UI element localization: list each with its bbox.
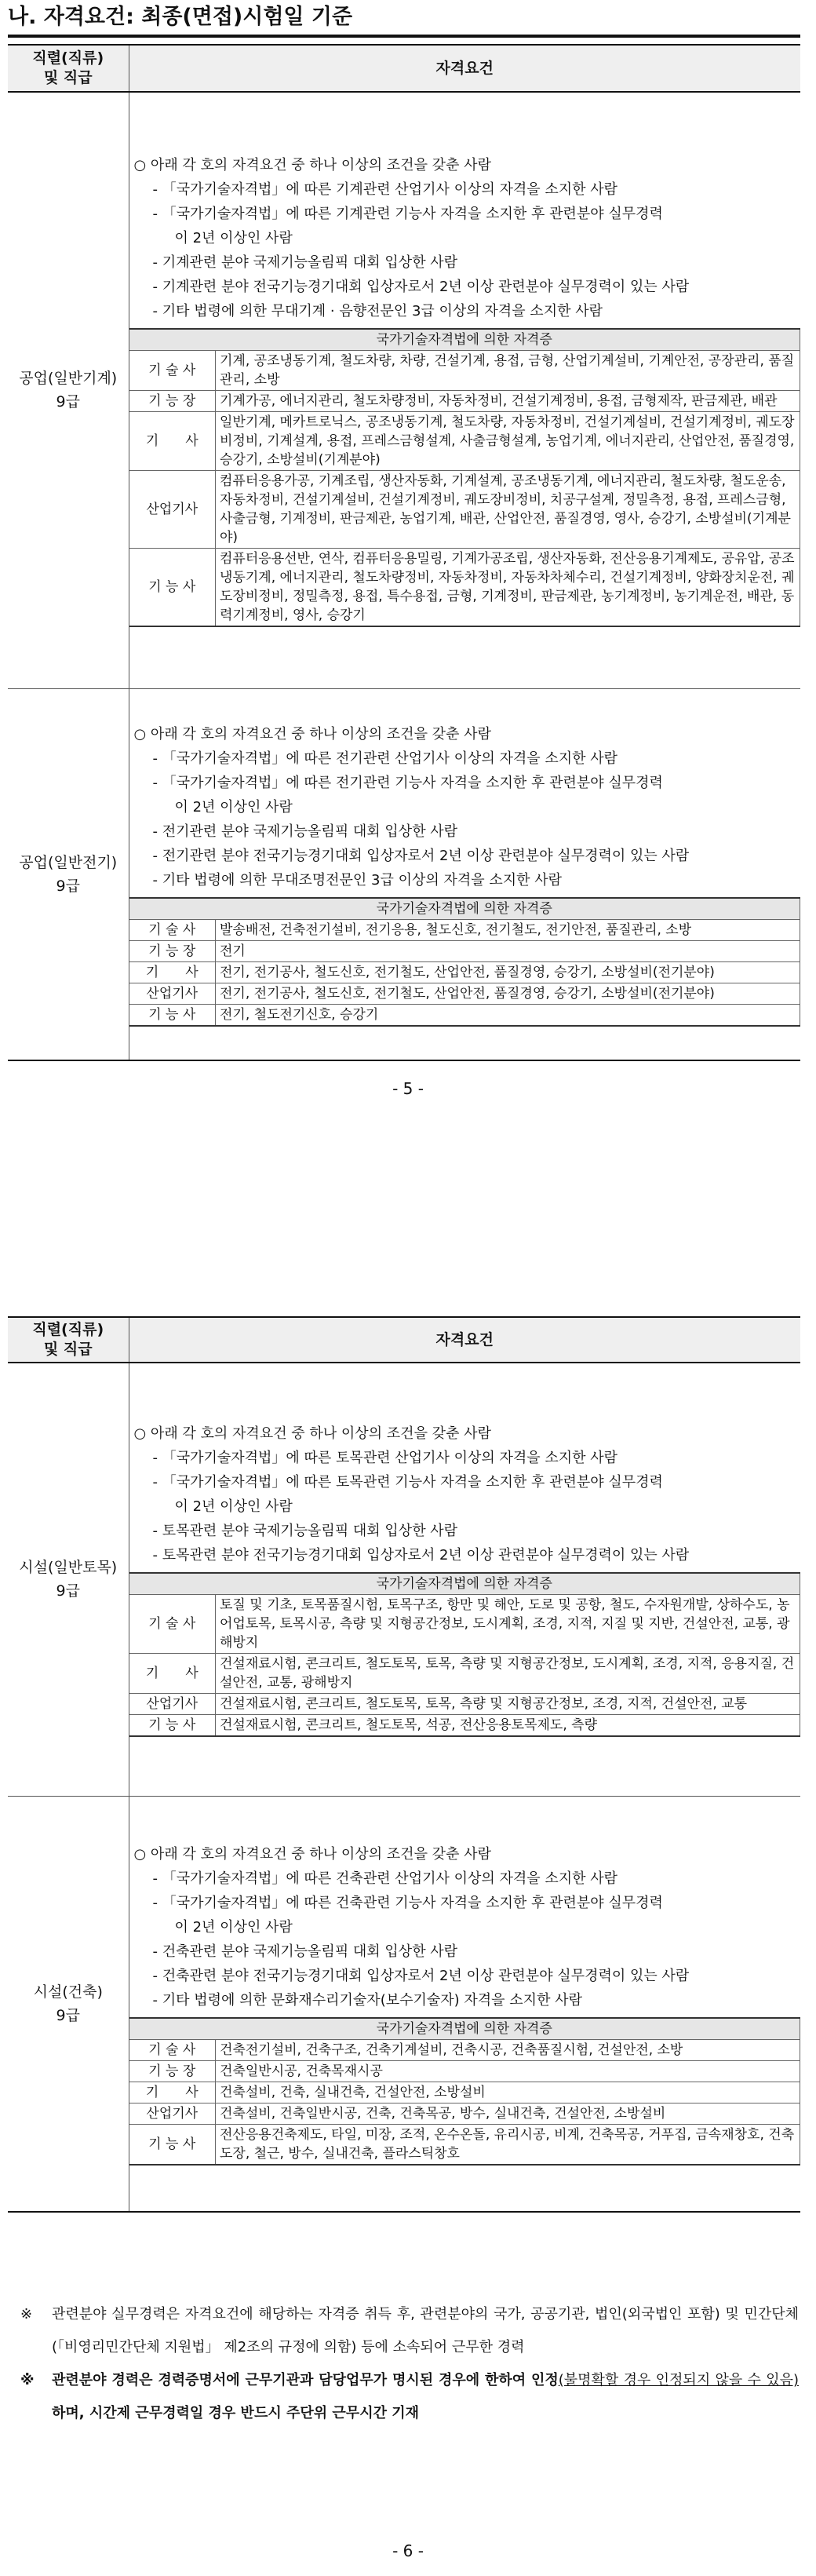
certificate-table <box>129 897 801 1027</box>
requirement-line: - 「국가기술자격법」에 따른 전기관련 기능사 자격을 소지한 후 관련분야 실무경력 <box>152 774 663 791</box>
requirements-cell <box>129 688 800 1060</box>
requirements-cell <box>129 1796 800 2212</box>
certificate-table-title: 국가기술자격법에 의한 자격증 <box>129 2018 800 2040</box>
certificate-grade: 기 능 장 <box>129 940 216 961</box>
header-position: 직렬(직류) 및 직급 <box>8 45 129 92</box>
certificate-row <box>129 1715 800 1737</box>
requirement-line: - 「국가기술자격법」에 따른 건축관련 기능사 자격을 소지한 후 관련분야 실무경력 <box>152 1894 663 1911</box>
certificate-grade: 산업기사 <box>129 1694 216 1715</box>
certificate-grade: 기 능 장 <box>129 391 216 412</box>
requirement-line: - 기계관련 분야 국제기능올림픽 대회 입상한 사람 <box>152 254 458 272</box>
page-number: - 5 - <box>392 1079 424 1098</box>
section-title: 나. 자격요건: 최종(면접)시험일 기준 <box>8 5 353 29</box>
certificate-list: 건설재료시험, 콘크리트, 철도토목, 토목, 측량 및 지형공간정보, 도시계획, 조경, 지적, 응용지질, 건설안전, 교통, 광해방지 <box>216 1654 800 1694</box>
requirement-line: - 기타 법령에 의한 무대기계 · 음향전문인 3급 이상의 자격을 소지한 사람 <box>152 303 603 320</box>
requirement-line: ○ 아래 각 호의 자격요건 중 하나 이상의 조건을 갖춘 사람 <box>133 157 491 174</box>
certificate-grade: 기 술 사 <box>129 351 216 391</box>
certificate-table-title: 국가기술자격법에 의한 자격증 <box>129 898 800 920</box>
certificate-list: 건설재료시험, 콘크리트, 철도토목, 석공, 전산응용토목제도, 측량 <box>216 1715 800 1737</box>
requirement-line: 이 2년 이상인 사람 <box>174 230 293 247</box>
certificate-table <box>129 1572 801 1737</box>
note-mark: ※ <box>20 2372 35 2388</box>
requirement-line: ○ 아래 각 호의 자격요건 중 하나 이상의 조건을 갖춘 사람 <box>133 725 491 743</box>
table-body <box>8 92 800 1060</box>
certificate-grade: 산업기사 <box>129 471 216 549</box>
requirement-line: - 「국가기술자격법」에 따른 전기관련 산업기사 이상의 자격을 소지한 사람 <box>152 750 618 767</box>
position-label: 시설(건축) 9급 <box>8 1796 129 2212</box>
requirement-line: - 「국가기술자격법」에 따른 기계관련 산업기사 이상의 자격을 소지한 사람 <box>152 181 618 199</box>
certificate-row <box>129 1654 800 1694</box>
certificate-list: 발송배전, 건축전기설비, 전기응용, 철도신호, 전기철도, 전기안전, 품질관리, 소방 <box>216 919 800 940</box>
requirement-line: - 기타 법령에 의한 문화재수리기술자(보수기술자) 자격을 소지한 사람 <box>152 1991 582 2009</box>
certificate-row <box>129 1595 800 1654</box>
note-text-underline: (불명확할 경우 인정되지 않을 수 있음) <box>558 2372 799 2388</box>
certificate-list: 일반기계, 메카트로닉스, 공조냉동기계, 철도차량, 자동차정비, 건설기계설비, 건설기계정비, 궤도장비정비, 기계설계, 용접, 프레스금형설계, 사출금형설계, 농업기계, 에너지관리, 산업안전, 품질경영, 승강기, 소방설비(기계분야) <box>216 412 800 471</box>
requirement-line: - 「국가기술자격법」에 따른 기계관련 기능사 자격을 소지한 후 관련분야 실무경력 <box>152 206 663 223</box>
requirements-cell <box>129 1363 800 1796</box>
qualification-table-page-6 <box>8 1316 800 2213</box>
certificate-list: 토질 및 기초, 토목품질시험, 토목구조, 항만 및 해안, 도로 및 공항, 철도, 수자원개발, 상하수도, 농어업토목, 토목시공, 측량 및 지형공간정보, 도시계획, 조경, 지적, 지질 및 지반, 건설안전, 교통, 광해방지 <box>216 1595 800 1654</box>
header-position: 직렬(직류) 및 직급 <box>8 1317 129 1363</box>
certificate-table-title: 국가기술자격법에 의한 자격증 <box>129 329 800 351</box>
certificate-table <box>129 2017 801 2166</box>
position-row <box>8 92 800 688</box>
certificate-grade: 기 술 사 <box>129 2039 216 2060</box>
certificate-list: 기계, 공조냉동기계, 철도차량, 차량, 건설기계, 용접, 금형, 산업기계설비, 기계안전, 공장관리, 품질관리, 소방 <box>216 351 800 391</box>
certificate-row <box>129 919 800 940</box>
certificate-list: 건축일반시공, 건축목재시공 <box>216 2060 800 2082</box>
note-text: 관련분야 실무경력은 자격요건에 해당하는 자격증 취득 후, 관련분야의 국가, 공공기관, 법인(외국법인 포함) 및 민간단체(「비영리민간단체 지원법」 제2조의 규정에 의함) 등에 소속되어 근무한 경력 <box>52 2306 799 2355</box>
certificate-grade: 기 술 사 <box>129 1595 216 1654</box>
requirement-line: - 기계관련 분야 전국기능경기대회 입상자로서 2년 이상 관련분야 실무경력이 있는 사람 <box>152 279 690 296</box>
certificate-row <box>129 2124 800 2165</box>
certificate-row <box>129 412 800 471</box>
certificate-row <box>129 1004 800 1026</box>
requirement-line: 이 2년 이상인 사람 <box>174 1498 293 1516</box>
certificate-row <box>129 549 800 627</box>
requirement-line: ○ 아래 각 호의 자격요건 중 하나 이상의 조건을 갖춘 사람 <box>133 1425 491 1443</box>
position-label: 시설(일반토목) 9급 <box>8 1363 129 1796</box>
requirement-line: ○ 아래 각 호의 자격요건 중 하나 이상의 조건을 갖춘 사람 <box>133 1845 491 1863</box>
header-requirements: 자격요건 <box>129 1317 800 1363</box>
qualification-table-page-5 <box>8 44 800 1061</box>
certificate-table-title: 국가기술자격법에 의한 자격증 <box>129 1573 800 1595</box>
note-text-bold: 관련분야 경력은 경력증명서에 근무기관과 담당업무가 명시된 경우에 한하여 인정 <box>52 2372 559 2388</box>
certificate-row <box>129 471 800 549</box>
certificate-grade: 기 능 사 <box>129 1004 216 1026</box>
requirements-list <box>129 1842 801 2012</box>
certificate-table <box>129 328 801 627</box>
requirements-cell <box>129 92 800 688</box>
certificate-row <box>129 2039 800 2060</box>
certificate-row <box>129 983 800 1004</box>
certificate-grade: 기 능 사 <box>129 2124 216 2165</box>
position-row <box>8 1363 800 1796</box>
requirement-line: - 「국가기술자격법」에 따른 건축관련 산업기사 이상의 자격을 소지한 사람 <box>152 1870 618 1887</box>
notes <box>14 2298 799 2430</box>
certificate-list: 컴퓨터응용선반, 연삭, 컴퓨터응용밀링, 기계가공조립, 생산자동화, 전산응용기계제도, 공유압, 공조냉동기계, 에너지관리, 철도차량정비, 자동차정비, 자동차차체수리, 건설기계정비, 양화장치운전, 궤도장비정비, 정밀측정, 용접, 특수용접, 금형, 기계정비, 판금제관, 농기계정비, 농기계운전, 배관, 동력기계정비, 영사, 승강기 <box>216 549 800 627</box>
header-requirements: 자격요건 <box>129 45 800 92</box>
certificate-list: 전기, 전기공사, 철도신호, 전기철도, 산업안전, 품질경영, 승강기, 소방설비(전기분야) <box>216 983 800 1004</box>
certificate-row <box>129 391 800 412</box>
requirement-line: - 「국가기술자격법」에 따른 토목관련 기능사 자격을 소지한 후 관련분야 실무경력 <box>152 1474 663 1491</box>
note-experience <box>14 2298 799 2364</box>
certificate-list: 기계가공, 에너지관리, 철도차량정비, 자동차정비, 건설기계정비, 용접, 금형제작, 판금제관, 배관 <box>216 391 800 412</box>
certificate-list: 컴퓨터응용가공, 기계조립, 생산자동화, 기계설계, 공조냉동기계, 에너지관리, 철도차량, 철도운송, 자동차정비, 건설기계설비, 건설기계정비, 궤도장비정비, 치공구설계, 정밀측정, 용접, 프레스금형, 사출금형, 기계정비, 판금제관, 농업기계, 배관, 산업안전, 품질경영, 영사, 승강기, 소방설비(기계분야) <box>216 471 800 549</box>
requirements-list <box>129 1421 801 1567</box>
certificate-grade: 기 사 <box>129 1654 216 1694</box>
certificate-grade: 기 술 사 <box>129 919 216 940</box>
position-row <box>8 688 800 1060</box>
certificate-list: 전기, 철도전기신호, 승강기 <box>216 1004 800 1026</box>
certificate-list: 건축설비, 건축일반시공, 건축, 건축목공, 방수, 실내건축, 건설안전, 소방설비 <box>216 2103 800 2124</box>
requirement-line: - 전기관련 분야 국제기능올림픽 대회 입상한 사람 <box>152 823 458 840</box>
requirement-line: - 기타 법령에 의한 무대조명전문인 3급 이상의 자격을 소지한 사람 <box>152 871 563 888</box>
requirement-line: 이 2년 이상인 사람 <box>174 1918 293 1936</box>
certificate-grade: 기 사 <box>129 412 216 471</box>
certificate-grade: 기 능 사 <box>129 1715 216 1737</box>
certificate-row <box>129 961 800 983</box>
certificate-list: 건축설비, 건축, 실내건축, 건설안전, 소방설비 <box>216 2082 800 2103</box>
page-number: - 6 - <box>392 2541 424 2560</box>
certificate-row <box>129 2103 800 2124</box>
requirements-list <box>129 722 801 892</box>
title-underline <box>8 35 800 38</box>
position-label: 공업(일반전기) 9급 <box>8 688 129 1060</box>
requirement-line: - 건축관련 분야 국제기능올림픽 대회 입상한 사람 <box>152 1943 458 1960</box>
requirement-line: - 건축관련 분야 전국기능경기대회 입상자로서 2년 이상 관련분야 실무경력이 있는 사람 <box>152 1967 690 1984</box>
certificate-row <box>129 2082 800 2103</box>
certificate-grade: 기 사 <box>129 961 216 983</box>
certificate-grade: 기 사 <box>129 2082 216 2103</box>
requirement-line: - 「국가기술자격법」에 따른 토목관련 산업기사 이상의 자격을 소지한 사람 <box>152 1450 618 1467</box>
requirement-line: - 토목관련 분야 국제기능올림픽 대회 입상한 사람 <box>152 1523 458 1540</box>
certificate-row <box>129 351 800 391</box>
position-label: 공업(일반기계) 9급 <box>8 92 129 688</box>
requirement-line: - 토목관련 분야 전국기능경기대회 입상자로서 2년 이상 관련분야 실무경력이 있는 사람 <box>152 1547 690 1564</box>
certificate-row <box>129 2060 800 2082</box>
certificate-row <box>129 940 800 961</box>
note-certificate <box>14 2364 799 2430</box>
note-text-bold: 하며, 시간제 근무경력일 경우 반드시 주단위 근무시간 기재 <box>52 2405 420 2421</box>
certificate-grade: 기 능 장 <box>129 2060 216 2082</box>
requirement-line: 이 2년 이상인 사람 <box>174 798 293 815</box>
requirement-line: - 전기관련 분야 전국기능경기대회 입상자로서 2년 이상 관련분야 실무경력이 있는 사람 <box>152 847 690 864</box>
certificate-grade: 기 능 사 <box>129 549 216 627</box>
note-mark: ※ <box>20 2306 33 2322</box>
certificate-list: 건설재료시험, 콘크리트, 철도토목, 토목, 측량 및 지형공간정보, 조경, 지적, 건설안전, 교통 <box>216 1694 800 1715</box>
certificate-list: 전기, 전기공사, 철도신호, 전기철도, 산업안전, 품질경영, 승강기, 소방설비(전기분야) <box>216 961 800 983</box>
certificate-list: 건축전기설비, 건축구조, 건축기계설비, 건축시공, 건축품질시험, 건설안전, 소방 <box>216 2039 800 2060</box>
requirements-list <box>129 153 801 323</box>
certificate-grade: 산업기사 <box>129 983 216 1004</box>
table-body <box>8 1363 800 2212</box>
certificate-row <box>129 1694 800 1715</box>
position-row <box>8 1796 800 2212</box>
certificate-list: 전산응용건축제도, 타일, 미장, 조적, 온수온돌, 유리시공, 비계, 건축목공, 거푸집, 금속재창호, 건축도장, 철근, 방수, 실내건축, 플라스틱창호 <box>216 2124 800 2165</box>
certificate-list: 전기 <box>216 940 800 961</box>
certificate-grade: 산업기사 <box>129 2103 216 2124</box>
